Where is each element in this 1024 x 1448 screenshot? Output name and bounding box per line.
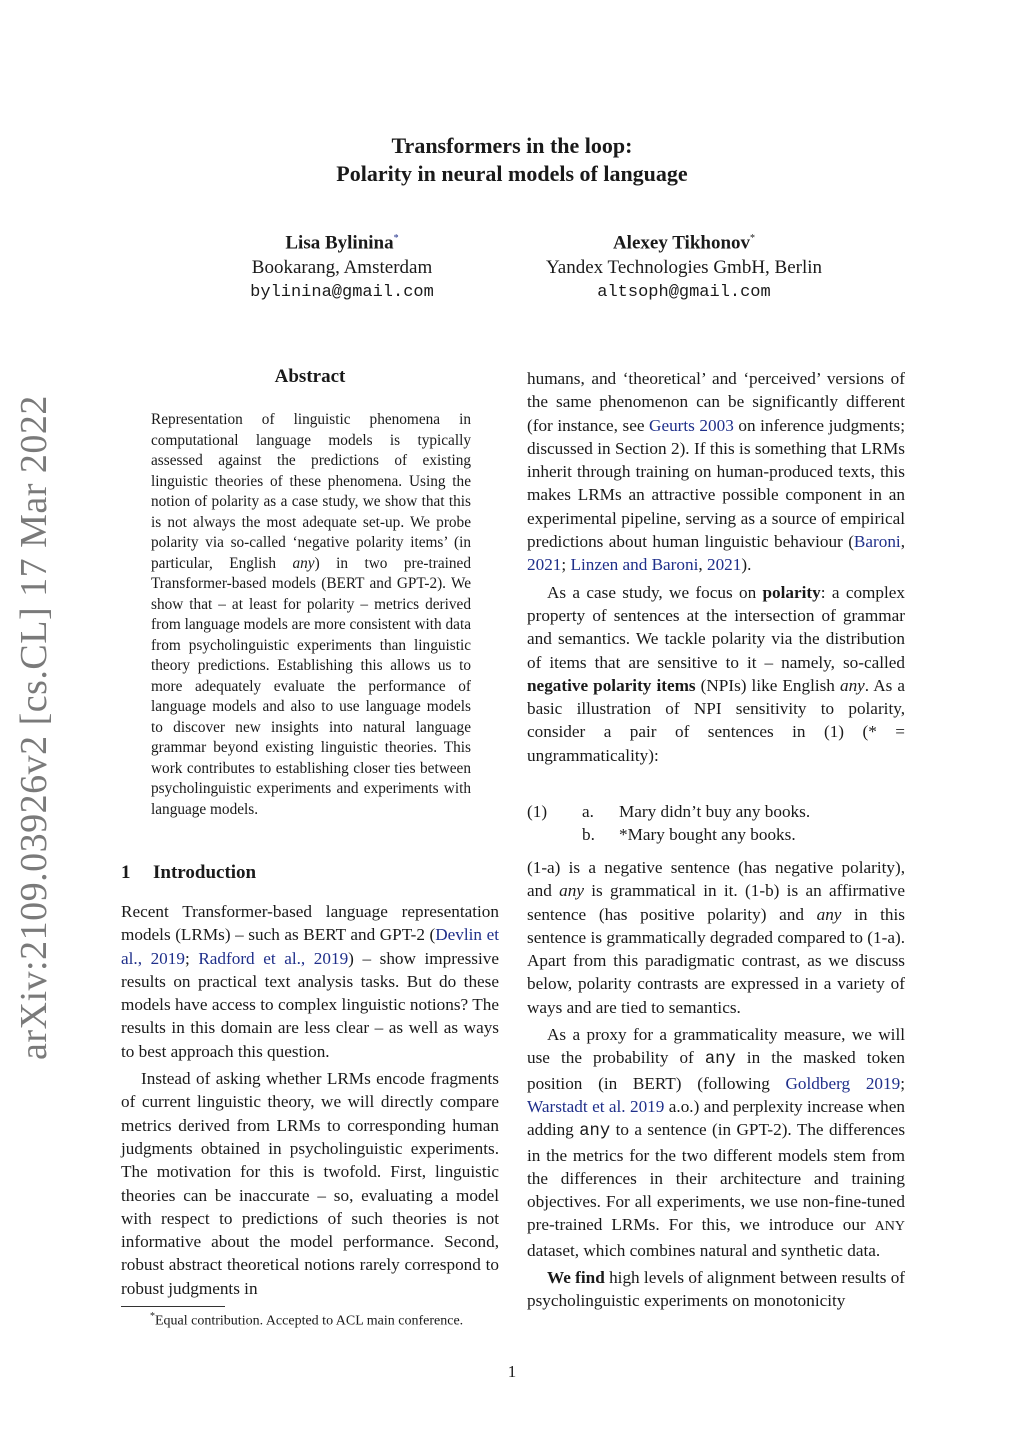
footnote-mark[interactable]: * [393,233,399,244]
abstract-text: Representation of linguistic phenomena in computational language models is typically assessed against the predictions of existing linguistic theories of these phenomena. Using the notion of polarity as a case study, we show that this is not always the most adequate set-up. We probe polarity via so-called ‘negative polarity items’ (in particular, English any) in two pre-trained Transformer-based models (BERT and GPT-2). We show that – at least for polarity – metrics derived from language models are more consistent with data from psycholinguistic experiments than linguistic theory predictions. Establishing this allows us to more adequately evaluate the performance of language models and also to use language models to discover new insights into natural language grammar beyond existing linguistic theories. This work contributes to establishing closer ties between psycholinguistic experiments and experiments with language models. [151,411,471,818]
title-line-2: Polarity in neural models of language [336,161,688,186]
author-email: bylinina@gmail.com [250,283,434,303]
page-number: 1 [507,1362,517,1381]
right-column-body-bottom [527,856,905,1313]
author-block-2 [524,226,844,305]
linguistic-example: (1) a. Mary didn’t buy any books. b. *Mary bought any books. [527,800,905,847]
citation-link[interactable]: 2021 [706,555,742,575]
example-sentence: Mary didn’t buy any books. [619,802,811,821]
author-affiliation: Yandex Technologies GmbH, Berlin [545,257,823,279]
footnote-divider [121,1306,225,1307]
abstract-heading: Abstract [274,366,346,387]
citation-link[interactable]: Goldberg 2019 [785,1073,901,1093]
example-sentence: *Mary bought any books. [619,825,796,845]
paragraph: humans, and ‘theoretical’ and ‘perceived’ versions of the same phenomenon can be significantly different (for instance, see Geurts 2003 on inference judgments; discussed in Section 2). If this is something that LRMs inherit through training on human-produced texts, this makes LRMs an attractive possible component in an experimental pipeline, serving as a source of empirical predictions about human linguistic behaviour (Baroni, 2021; Linzen and Baroni, 2021). [527,369,905,575]
footnote-mark: * [750,233,756,244]
left-column-body [121,900,499,1300]
author-name: Lisa Bylinina [285,232,394,254]
title-line-1: Transformers in the loop: [391,133,633,158]
paragraph: As a case study, we focus on polarity: a complex property of sentences at the intersection of grammar and semantics. We tackle polarity via the distribution of items that are sensitive to it – namely, so-called negative polarity items (NPIs) like English any. As a basic illustration of NPI sensitivity to polarity, consider a pair of sentences in (1) (* = ungrammaticality): [527,582,905,765]
footnote: *Equal contribution. Accepted to ACL main conference. [150,1311,464,1329]
citation-link[interactable]: Radford et al., 2019 [198,948,349,968]
paragraph: We find high levels of alignment between results of psycholinguistic experiments on monotonicity [527,1268,906,1311]
citation-link[interactable]: 2021 [527,555,562,575]
author-name: Alexey Tikhonov [612,232,751,254]
paragraph: As a proxy for a grammaticality measure, we will use the probability of any in the masked token position (in BERT) (following Goldberg 2019; Warstadt et al. 2019 a.o.) and perplexity increase when adding any to a sentence (in GPT-2). The differences in the metrics for the two different models stem from the differences in their architecture and training objectives. For all experiments, we use non-fine-tuned pre-trained LRMs. For this, we introduce our ANY dataset, which combines natural and synthetic data. [527,1025,906,1260]
right-column-body-top [527,367,905,767]
citation-link[interactable]: Geurts 2003 [649,415,734,435]
citation-link[interactable]: Warstadt et al. 2019 [527,1096,665,1116]
arxiv-identifier: arXiv:2109.03926v2 [cs.CL] 17 Mar 2022 [13,395,55,1060]
section-heading-introduction: 1 Introduction [121,862,257,883]
paragraph: Recent Transformer-based language representation models (LRMs) – such as BERT and GPT-2 (Devlin et al., 2019; Radford et al., 2019) – show impressive results on practical text analysis tasks. But do these models have access to complex linguistic notions? The results in this domain are less clear – as well as ways to best approach this question. [121,902,499,1061]
author-email: altsoph@gmail.com [597,283,771,303]
citation-link[interactable]: Baroni [853,532,901,552]
author-affiliation: Bookarang, Amsterdam [251,257,433,279]
paper-title [0,132,1024,188]
paragraph: (1-a) is a negative sentence (has negative polarity), and any is grammatical in it. (1-b) is an affirmative sentence (has positive polarity) and any in this sentence is grammatically degraded compared to (1-a). Apart from this paradigmatic contrast, as we discuss below, polarity contrasts are expressed in a variety of ways and are tied to semantics. [527,858,905,1017]
citation-link[interactable]: Linzen and Baroni [570,555,699,575]
author-block-1 [192,226,492,305]
citation-link[interactable]: Devlin et al., 2019 [121,925,499,968]
paragraph: Instead of asking whether LRMs encode fragments of current linguistic theory, we will directly compare metrics derived from LRMs to corresponding human judgments obtained in psycholinguistic experiments. The motivation for this is twofold. First, linguistic theories can be inaccurate – so, evaluating a model with respect to predictions of such theories is not informative about the model performance. Second, robust abstract theoretical notions rarely correspond to robust judgments in [121,1069,499,1298]
